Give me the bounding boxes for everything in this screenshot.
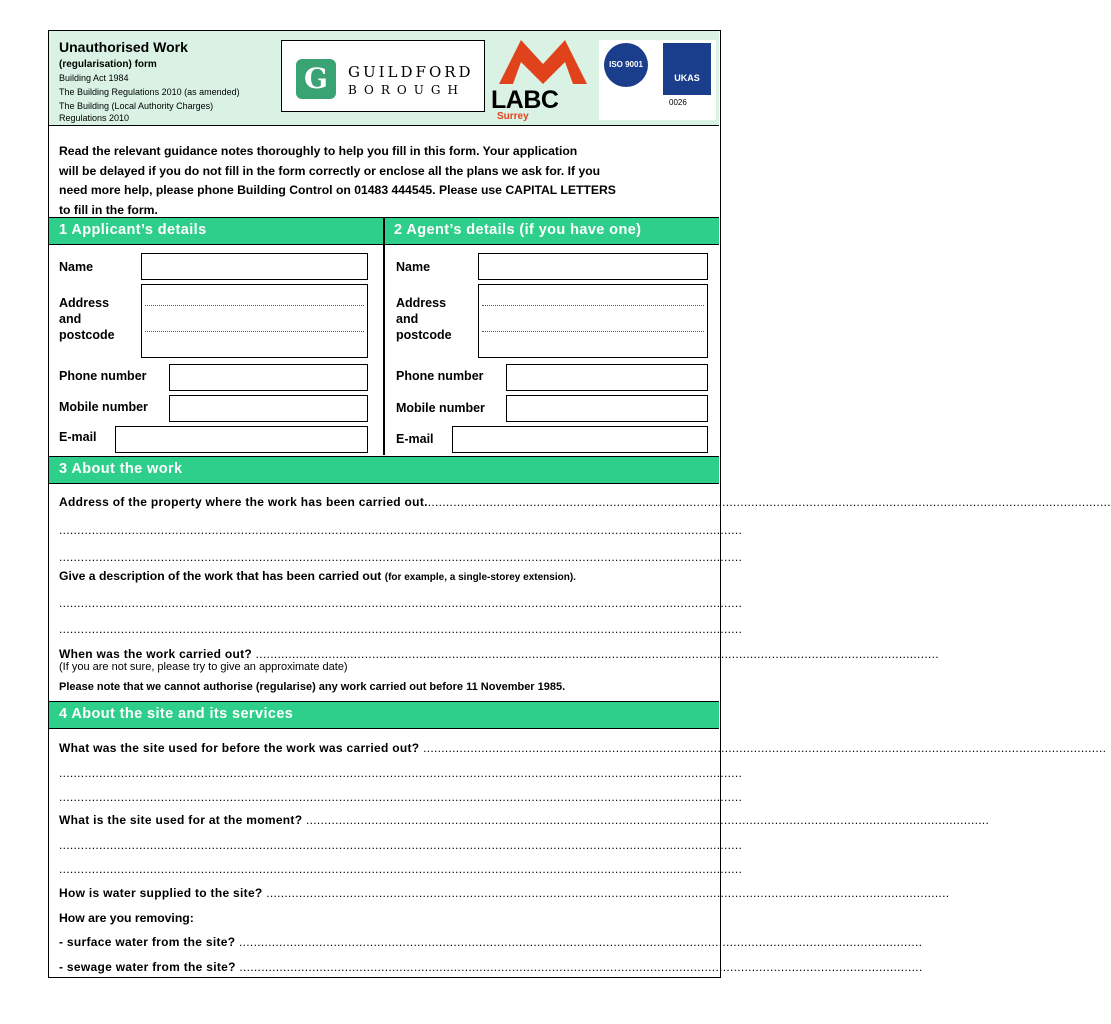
applicant-email-label: E-mail [59,430,97,444]
iso-badge-icon: ISO 9001 [604,43,648,87]
labc-region: Surrey [497,111,529,122]
surface-water-question: - surface water from the site? [59,935,236,949]
agent-mobile-field[interactable] [506,395,708,422]
work-date-hint: (If you are not sure, please try to give an approximate date) [59,661,348,673]
section-3-heading: 3 About the work [49,456,719,484]
applicant-name-field[interactable] [141,253,368,280]
regularisation-note: Please note that we cannot authorise (regularise) any work carried out before 11 November 1985. [59,681,566,693]
application-form [48,30,1111,978]
ukas-badge-icon: UKAS [663,43,711,95]
current-use-question: What is the site used for at the moment? [59,813,303,827]
applicant-mobile-field[interactable] [169,395,368,422]
water-supply-line[interactable]: How is water supplied to the site? ............................................................................................................................................................................................ [59,886,950,900]
work-address-line[interactable]: ............................................................................................................................................................................................ [59,523,743,537]
applicant-email-field[interactable] [115,426,368,453]
agent-address-field[interactable] [478,284,708,358]
work-description-line[interactable]: ............................................................................................................................................................................................ [59,596,743,610]
labc-roof-icon [499,40,587,84]
intro-line: need more help, please phone Building Control on 01483 444545. Please use CAPITAL LETTERS [59,183,616,198]
agent-address-label: Address and postcode [396,296,452,342]
agent-phone-label: Phone number [396,369,484,383]
work-date-line[interactable]: When was the work carried out? ............................................................................................................................................................................................ [59,647,939,661]
agent-name-field[interactable] [478,253,708,280]
work-description-question: Give a description of the work that has been carried out (for example, a single-storey extension). [59,569,576,583]
intro-line: will be delayed if you do not fill in the form correctly or enclose all the plans we ask for. If you [59,163,601,178]
work-address-line[interactable]: Address of the property where the work has been carried out............................................................................................................................................................................................. [59,495,1111,509]
work-date-question: When was the work carried out? [59,647,253,661]
applicant-mobile-label: Mobile number [59,400,148,414]
sewage-water-line[interactable]: - sewage water from the site? ............................................................................................................................................................................................ [59,960,923,974]
intro-line: to fill in the form. [59,202,158,217]
intro-line: Read the relevant guidance notes thoroughly to help you fill in this form. Your application [59,144,578,158]
form-subtitle: (regularisation) form [59,59,157,70]
legislation-line: The Building (Local Authority Charges) [59,101,214,111]
section-1-heading: 1 Applicant’s details [49,217,384,245]
previous-use-question: What was the site used for before the work was carried out? [59,741,420,755]
applicant-phone-label: Phone number [59,369,147,383]
council-name-line2: BOROUGH [348,83,465,97]
sewage-water-question: - sewage water from the site? [59,960,236,974]
previous-use-line[interactable]: ............................................................................................................................................................................................ [59,766,743,780]
applicant-name-label: Name [59,260,94,274]
current-use-line[interactable]: What is the site used for at the moment? ............................................................................................................................................................................................ [59,813,990,827]
intro-text [59,142,719,220]
certification-logos [599,40,716,120]
agent-email-label: E-mail [396,432,434,446]
guildford-mark-icon: G [296,59,336,99]
form-header [49,31,719,126]
legislation-line: The Building Regulations 2010 (as amended) [59,87,240,97]
section-4-heading: 4 About the site and its services [49,701,719,729]
legislation-line: Building Act 1984 [59,73,129,83]
ukas-number: 0026 [669,98,687,107]
previous-use-line[interactable]: What was the site used for before the work was carried out? ............................................................................................................................................................................................ [59,741,1107,755]
drainage-question: How are you removing: [59,911,194,925]
water-supply-question: How is water supplied to the site? [59,886,263,900]
work-description-line[interactable]: ............................................................................................................................................................................................ [59,622,743,636]
form-title: Unauthorised Work [59,39,188,55]
current-use-line[interactable]: ............................................................................................................................................................................................ [59,862,743,876]
council-name-line1: GUILDFORD [348,63,474,81]
labc-logo [491,38,593,122]
applicant-address-label: Address and postcode [59,296,115,342]
column-divider [383,217,385,455]
work-address-line[interactable]: ............................................................................................................................................................................................ [59,550,743,564]
applicant-address-field[interactable] [141,284,368,358]
guildford-borough-logo [281,40,485,112]
legislation-line: Regulations 2010 [59,113,130,123]
current-use-line[interactable]: ............................................................................................................................................................................................ [59,838,743,852]
applicant-phone-field[interactable] [169,364,368,391]
agent-phone-field[interactable] [506,364,708,391]
work-address-question: Address of the property where the work has been carried out. [59,495,428,509]
agent-email-field[interactable] [452,426,708,453]
section-2-heading: 2 Agent’s details (if you have one) [383,217,719,245]
surface-water-line[interactable]: - surface water from the site? ............................................................................................................................................................................................ [59,935,923,949]
previous-use-line[interactable]: ............................................................................................................................................................................................ [59,790,743,804]
agent-name-label: Name [396,260,431,274]
labc-wordmark: LABC [491,86,559,114]
agent-mobile-label: Mobile number [396,401,485,415]
